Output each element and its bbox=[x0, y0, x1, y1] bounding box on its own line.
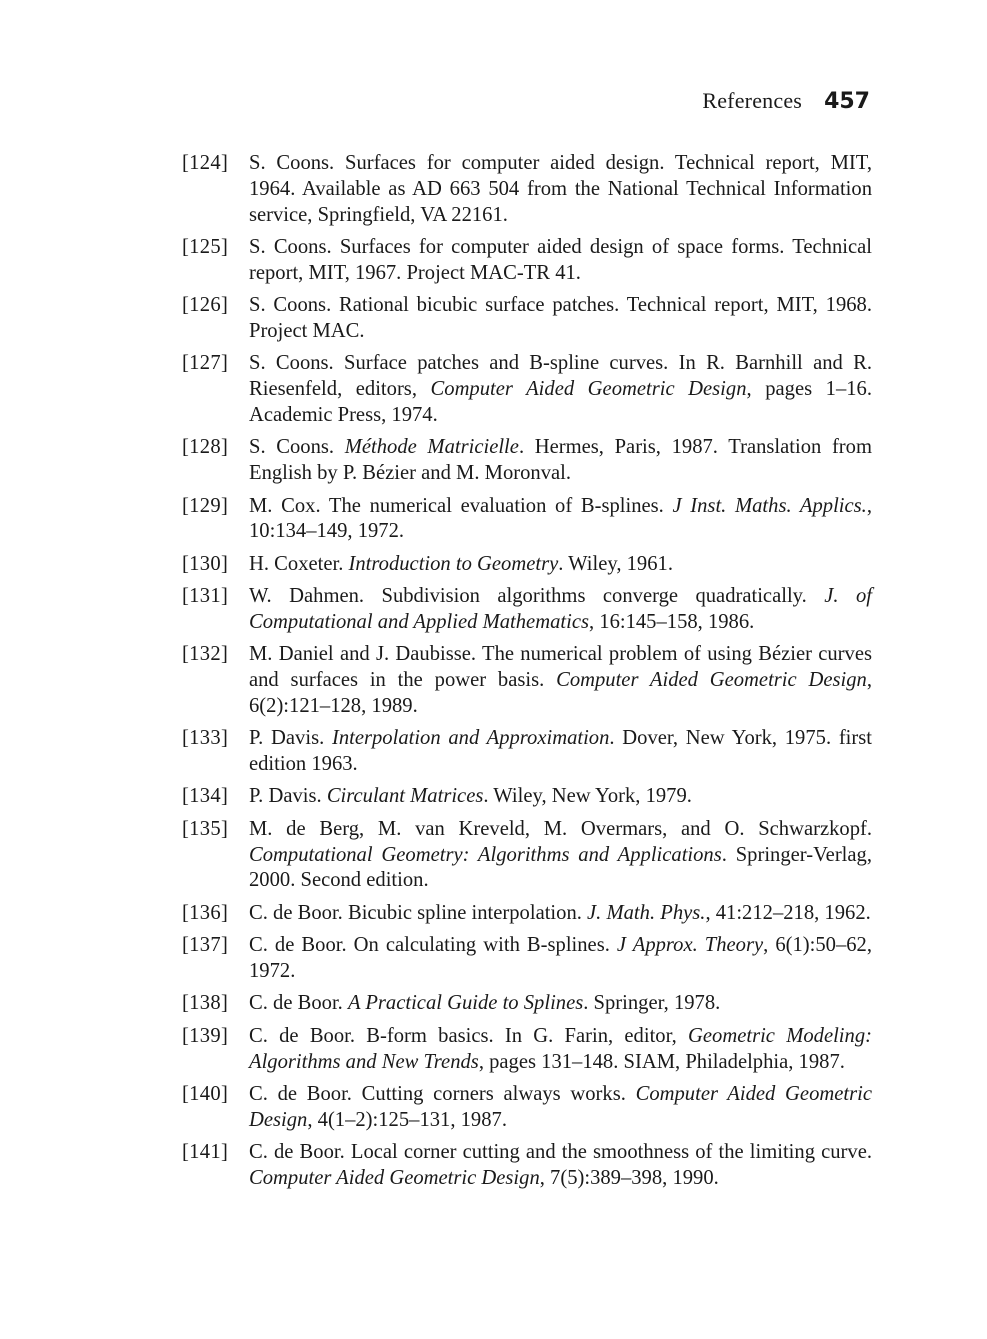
reference-text-segment: H. Coxeter. bbox=[249, 552, 349, 575]
reference-title-italic: J Inst. Maths. Applics. bbox=[672, 494, 867, 517]
reference-text bbox=[249, 1024, 872, 1076]
reference-number: [137] bbox=[182, 934, 229, 957]
reference-title-italic: Circulant Matrices bbox=[326, 785, 484, 808]
reference-list bbox=[182, 151, 872, 1198]
reference-entry bbox=[182, 901, 872, 927]
reference-text-segment: S. Coons. Surfaces for computer aided design of space forms. Technical report, MIT, 1967. Project MAC-TR 41. bbox=[249, 235, 872, 284]
reference-text bbox=[249, 151, 872, 228]
reference-text-segment: . Dover, New York, 1975. first edition 1963. bbox=[249, 727, 872, 776]
reference-text bbox=[249, 351, 872, 428]
reference-text-segment: C. de Boor. B-form basics. In G. Farin, editor, bbox=[249, 1024, 689, 1047]
reference-text bbox=[249, 784, 872, 810]
reference-text-segment: S. Coons. Surfaces for computer aided design. Technical report, MIT, 1964. Available as AD 663 504 from the National Technical Information service, Springfield, VA 22161. bbox=[249, 152, 872, 226]
reference-text-segment: , 6(1):50–62, 1972. bbox=[249, 934, 872, 983]
reference-text-segment: C. de Boor. Cutting corners always works. bbox=[249, 1083, 636, 1105]
reference-title-italic: A Practical Guide to Splines bbox=[347, 992, 584, 1015]
reference-text bbox=[249, 235, 872, 287]
reference-text-segment: S. Coons. bbox=[249, 436, 345, 459]
reference-entry bbox=[182, 1082, 872, 1134]
reference-entry bbox=[182, 784, 872, 810]
reference-title-italic: J. of Computational and Applied Mathematics bbox=[249, 585, 872, 633]
reference-title-italic: Interpolation and Approximation bbox=[331, 727, 610, 750]
page-number: 457 bbox=[824, 89, 870, 114]
reference-number: [140] bbox=[182, 1083, 229, 1105]
reference-text-segment: . Springer, 1978. bbox=[583, 992, 721, 1015]
reference-entry bbox=[182, 584, 872, 636]
reference-entry bbox=[182, 293, 872, 345]
reference-entry bbox=[182, 933, 872, 985]
reference-text bbox=[249, 1140, 872, 1192]
reference-entry bbox=[182, 351, 872, 428]
reference-text bbox=[249, 726, 872, 778]
reference-text bbox=[249, 901, 872, 927]
reference-text bbox=[249, 817, 872, 894]
reference-entry bbox=[182, 235, 872, 287]
reference-text bbox=[249, 584, 872, 636]
reference-number: [135] bbox=[182, 817, 229, 840]
reference-number: [136] bbox=[182, 901, 229, 924]
reference-number: [130] bbox=[182, 552, 229, 575]
reference-title-italic: Computer Aided Geometric Design bbox=[430, 378, 747, 401]
reference-text-segment: , 16:145–158, 1986. bbox=[588, 610, 755, 633]
reference-text-segment: S. Coons. Surface patches and B-spline curves. In R. Barnhill and R. Riesenfeld, editors, bbox=[249, 352, 872, 401]
reference-title-italic: Geometric Modeling: Algorithms and New Trends bbox=[249, 1024, 872, 1073]
reference-title-italic: Méthode Matricielle bbox=[344, 436, 519, 459]
reference-text-segment: , 4(1–2):125–131, 1987. bbox=[307, 1108, 507, 1131]
reference-text-segment: P. Davis. bbox=[249, 727, 332, 750]
reference-text bbox=[249, 642, 872, 719]
reference-text-segment: . Wiley, New York, 1979. bbox=[483, 785, 692, 808]
reference-text bbox=[249, 933, 872, 985]
reference-text-segment: . Springer-Verlag, 2000. Second edition. bbox=[249, 843, 872, 892]
reference-entry bbox=[182, 726, 872, 778]
reference-title-italic: Introduction to Geometry bbox=[348, 552, 559, 575]
reference-text-segment: , 7(5):389–398, 1990. bbox=[539, 1166, 719, 1189]
reference-number: [125] bbox=[182, 235, 229, 258]
reference-text-segment: P. Davis. bbox=[249, 785, 327, 808]
reference-number: [131] bbox=[182, 585, 229, 608]
reference-number: [124] bbox=[182, 152, 229, 174]
reference-text bbox=[249, 494, 872, 546]
reference-text-segment: W. Dahmen. Subdivision algorithms converge quadratically. bbox=[249, 585, 825, 608]
reference-title-italic: Computational Geometry: Algorithms and Applications bbox=[249, 843, 722, 866]
running-head bbox=[702, 88, 870, 114]
reference-number: [127] bbox=[182, 352, 229, 375]
reference-text-segment: , 10:134–149, 1972. bbox=[249, 494, 872, 543]
reference-number: [141] bbox=[182, 1141, 229, 1164]
reference-entry bbox=[182, 642, 872, 719]
reference-title-italic: J. Math. Phys. bbox=[587, 901, 706, 924]
reference-text bbox=[249, 293, 872, 345]
reference-entry bbox=[182, 817, 872, 894]
reference-text bbox=[249, 1082, 872, 1134]
reference-text-segment: , 6(2):121–128, 1989. bbox=[249, 669, 872, 717]
reference-text-segment: . Hermes, Paris, 1987. Translation from English by P. Bézier and M. Moronval. bbox=[249, 436, 872, 485]
reference-text bbox=[249, 991, 872, 1017]
reference-title-italic: Computer Aided Geometric Design bbox=[249, 1166, 540, 1189]
reference-text-segment: C. de Boor. On calculating with B-splines. bbox=[249, 934, 617, 957]
reference-title-italic: J Approx. Theory bbox=[616, 934, 764, 957]
reference-entry bbox=[182, 1140, 872, 1192]
reference-text bbox=[249, 552, 872, 578]
reference-text-segment: , pages 1–16. Academic Press, 1974. bbox=[249, 378, 873, 426]
reference-number: [134] bbox=[182, 785, 229, 808]
reference-text-segment: M. Cox. The numerical evaluation of B-splines. bbox=[249, 494, 673, 517]
reference-entry bbox=[182, 435, 872, 487]
reference-number: [129] bbox=[182, 494, 229, 517]
reference-number: [132] bbox=[182, 643, 229, 666]
reference-text-segment: M. Daniel and J. Daubisse. The numerical problem of using Bézier curves and surfaces in the power basis. bbox=[249, 643, 872, 692]
reference-text-segment: C. de Boor. bbox=[249, 992, 348, 1015]
reference-text-segment: M. de Berg, M. van Kreveld, M. Overmars, and O. Schwarzkopf. bbox=[249, 817, 872, 840]
reference-text-segment: , pages 131–148. SIAM, Philadelphia, 1987. bbox=[478, 1050, 845, 1073]
reference-text-segment: . Wiley, 1961. bbox=[558, 552, 673, 575]
reference-title-italic: Computer Aided Geometric Design bbox=[556, 669, 867, 692]
reference-entry bbox=[182, 1024, 872, 1076]
reference-number: [139] bbox=[182, 1024, 229, 1047]
reference-text-segment: C. de Boor. Bicubic spline interpolation. bbox=[249, 901, 588, 924]
reference-title-italic: Computer Aided Geometric Design bbox=[249, 1083, 872, 1131]
reference-entry bbox=[182, 552, 872, 578]
reference-text bbox=[249, 435, 872, 487]
reference-text-segment: , 41:212–218, 1962. bbox=[705, 901, 871, 924]
reference-entry bbox=[182, 494, 872, 546]
reference-text-segment: C. de Boor. Local corner cutting and the smoothness of the limiting curve. bbox=[249, 1141, 872, 1164]
reference-text-segment: S. Coons. Rational bicubic surface patches. Technical report, MIT, 1968. Project MAC. bbox=[249, 294, 872, 342]
reference-entry bbox=[182, 151, 872, 228]
reference-entry bbox=[182, 991, 872, 1017]
reference-number: [128] bbox=[182, 436, 229, 459]
running-head-section: References bbox=[702, 88, 803, 113]
reference-number: [138] bbox=[182, 992, 229, 1015]
reference-number: [126] bbox=[182, 294, 229, 317]
reference-number: [133] bbox=[182, 727, 229, 750]
